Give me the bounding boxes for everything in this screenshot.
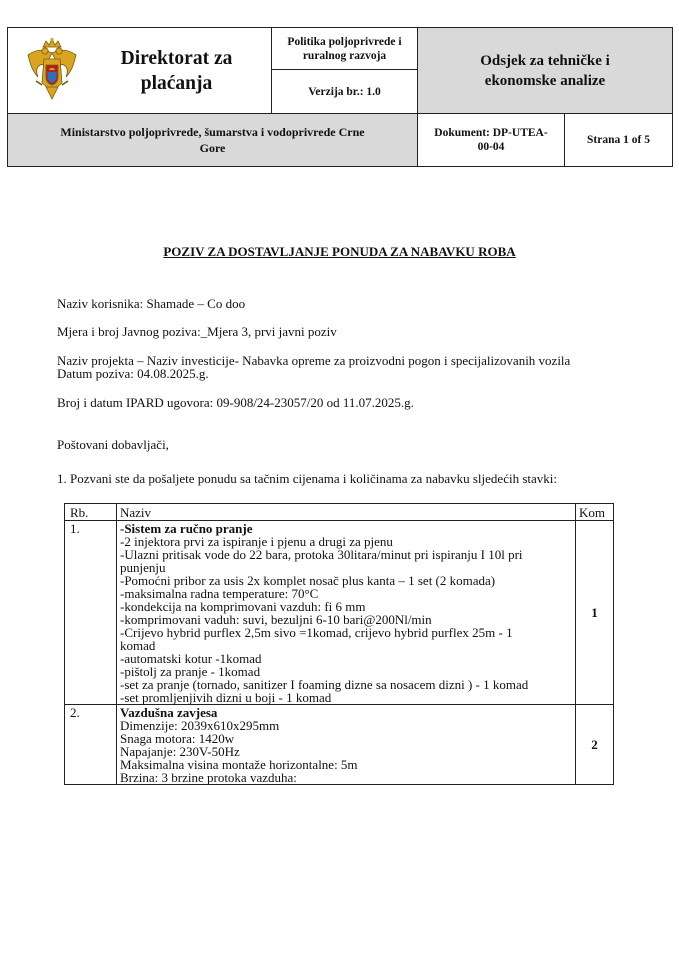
row-rb: 2. — [65, 705, 117, 785]
item-title: -Sistem za ručno pranje — [120, 521, 253, 536]
document-code-line1: Dokument: DP-UTEA- — [434, 127, 548, 139]
document-header — [7, 27, 672, 166]
row-quantity: 2 — [576, 705, 614, 785]
greeting: Poštovani dobavljači, — [57, 437, 169, 452]
project-name: Naziv projekta – Naziv investicije- Nabavka opreme za proizvodni pogon i specijalizovanih vozila — [57, 353, 571, 368]
row-description — [117, 521, 576, 705]
measure-info: Mjera i broj Javnog poziva:_Mjera 3, prvi javni poziv — [57, 324, 337, 339]
document-title: POZIV ZA DOSTAVLJANJE PONUDA ZA NABAVKU ROBA — [163, 244, 516, 259]
row-description — [117, 705, 576, 785]
policy-line1: Politika poljoprivrede i — [287, 35, 402, 48]
montenegro-coat-of-arms-icon — [22, 37, 82, 105]
policy-line2: ruralnog razvoja — [302, 49, 387, 62]
directorate-title-line2: plaćanja — [140, 72, 213, 94]
invitation-text: 1. Pozvani ste da pošaljete ponudu sa tačnim cijenama i količinama za nabavku sljedećih stavki: — [57, 471, 557, 486]
item-line: Snaga motora: 1420w — [120, 731, 235, 746]
ministry-line1: Ministarstvo poljoprivrede, šumarstva i vodoprivrede Crne — [60, 125, 365, 139]
item-line: -maksimalna radna temperature: 70°C — [120, 586, 319, 601]
item-line: -set za pranje (tornado, sanitizer I foaming dizne sa nosacem dizni ) - 1 komad — [120, 677, 529, 692]
table-row — [65, 521, 614, 705]
item-line: Brzina: 3 brzine protoka vazduha: — [120, 770, 297, 785]
item-line: punjenju — [120, 560, 166, 575]
logo-cell — [8, 28, 272, 114]
call-date: Datum poziva: 04.08.2025.g. — [57, 366, 209, 381]
department-line1: Odsjek za tehničke i — [480, 52, 610, 69]
row-rb: 1. — [65, 521, 117, 705]
policy-cell — [272, 28, 418, 70]
item-line: Dimenzije: 2039x610x295mm — [120, 718, 280, 733]
item-line: -komprimovani vaduh: suvi, bezuljni 6-10 bari@200Nl/min — [120, 612, 432, 627]
table-row — [65, 705, 614, 785]
ministry-line2: Gore — [199, 141, 226, 155]
item-line: -kondekcija na komprimovani vazduh: fi 6 mm — [120, 599, 366, 614]
department-cell — [418, 28, 673, 114]
item-line: Maksimalna visina montaže horizontalne: 5m — [120, 757, 358, 772]
header-naziv: Naziv — [117, 504, 576, 521]
ministry-cell — [8, 114, 418, 167]
item-line: -Pomoćni pribor za usis 2x komplet nosač plus kanta – 1 set (2 komada) — [120, 573, 496, 588]
item-line: -pištolj za pranje - 1komad — [120, 664, 261, 679]
item-line: -Crijevo hybrid purflex 2,5m sivo =1komad, crijevo hybrid purflex 25m - 1 — [120, 625, 513, 640]
version-label: Verzija br.: 1.0 — [308, 85, 381, 98]
ipard-contract: Broj i datum IPARD ugovora: 09-908/24-23057/20 od 11.07.2025.g. — [57, 395, 414, 410]
header-rb: Rb. — [65, 504, 117, 521]
item-line: -2 injektora prvi za ispiranje i pjenu a drugi za pjenu — [120, 534, 393, 549]
items-table — [64, 503, 614, 785]
document-code-line2: 00-04 — [477, 141, 505, 153]
item-line: -automatski kotur -1komad — [120, 651, 262, 666]
header-kom: Kom — [576, 504, 614, 521]
item-line: -Ulazni pritisak vode do 22 bara, protoka 30litara/minut pri ispiranju I 10l pri — [120, 547, 523, 562]
beneficiary-name: Naziv korisnika: Shamade – Co doo — [57, 296, 246, 311]
department-line2: ekonomske analize — [484, 72, 606, 89]
directorate-title — [82, 46, 271, 96]
page-number-cell — [565, 114, 673, 167]
item-line: Napajanje: 230V-50Hz — [120, 744, 240, 759]
item-line: -set promljenjivih dizni u boji - 1 komad — [120, 690, 332, 705]
item-title: Vazdušna zavjesa — [120, 705, 218, 720]
page-number: Strana 1 of 5 — [587, 134, 650, 146]
directorate-title-line1: Direktorat za — [120, 47, 233, 69]
version-cell — [272, 70, 418, 114]
table-header-row — [65, 504, 614, 521]
row-quantity: 1 — [576, 521, 614, 705]
document-code-cell — [418, 114, 565, 167]
item-line: komad — [120, 638, 156, 653]
